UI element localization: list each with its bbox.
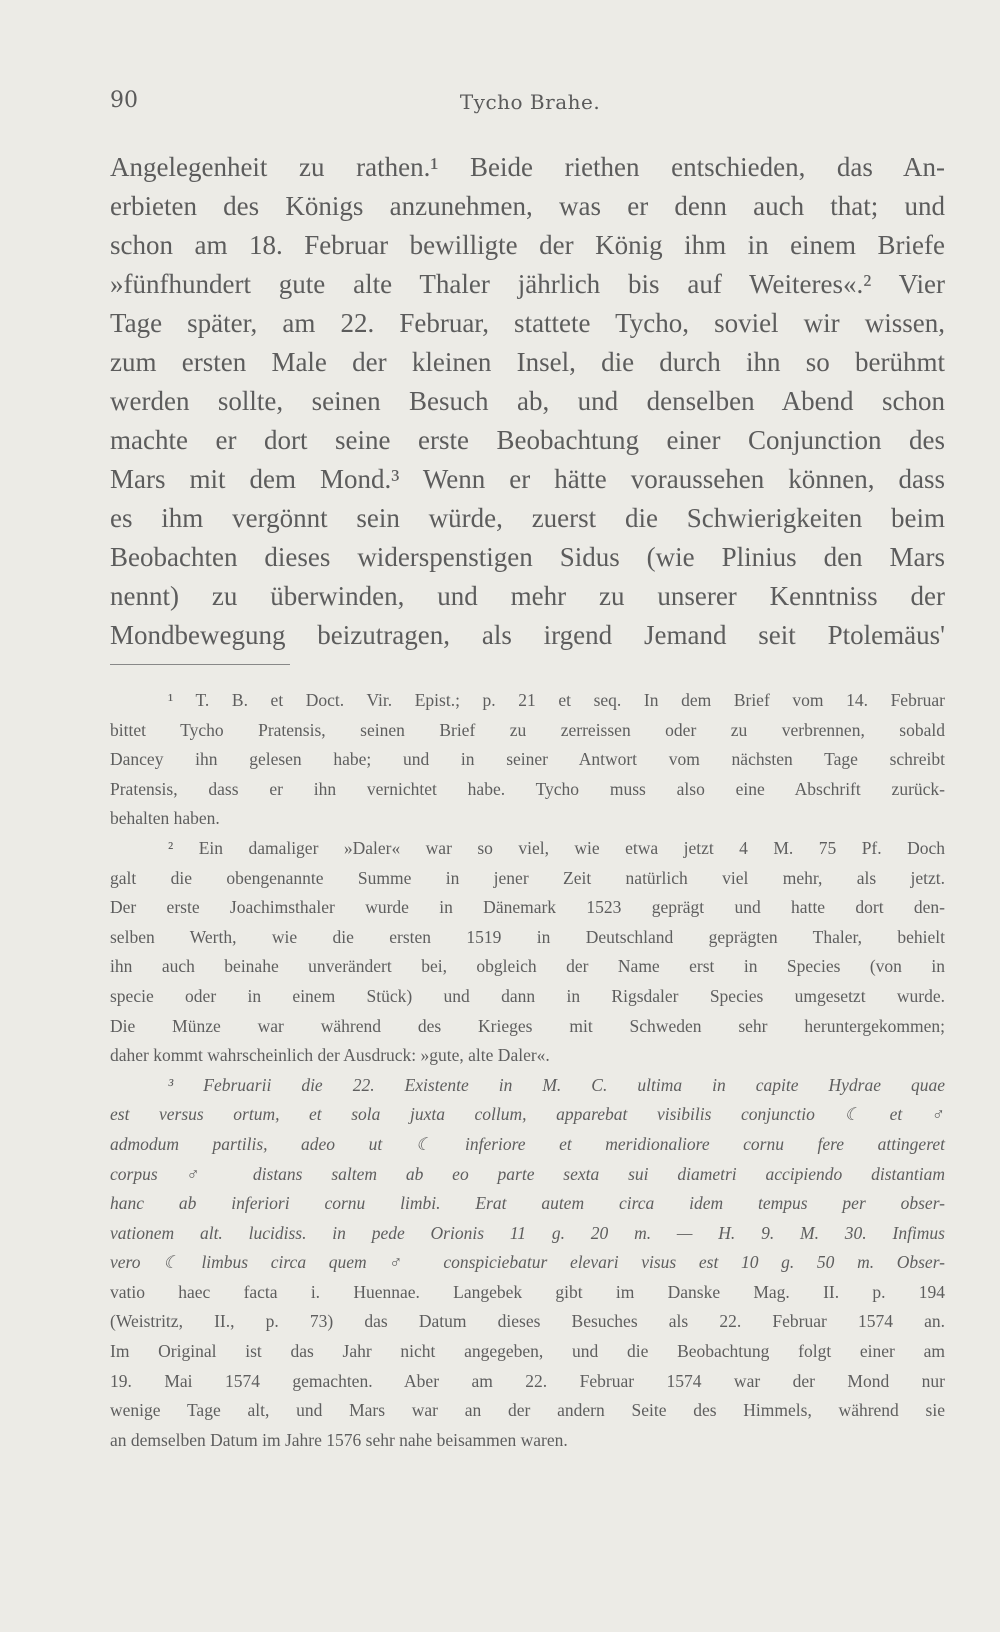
footnote-line: vatio haec facta i. Huennae. Langebek gibt im Danske Mag. II. p. 194 bbox=[110, 1281, 945, 1302]
text-line: zum ersten Male der kleinen Insel, die durch ihn so berühmt bbox=[110, 347, 945, 377]
text-line: nennt) zu überwinden, und mehr zu unserer Kenntniss der bbox=[110, 581, 945, 611]
footnote-rule bbox=[110, 664, 290, 665]
footnote-line: daher kommt wahrscheinlich der Ausdruck: »gute, alte Daler«. bbox=[110, 1045, 550, 1066]
text-line: »fünfhundert gute alte Thaler jährlich bis auf Weiteres«.² Vier bbox=[110, 269, 945, 299]
text-line: schon am 18. Februar bewilligte der König ihm in einem Briefe bbox=[110, 230, 945, 260]
footnote-line: wenige Tage alt, und Mars war an der andern Seite des Himmels, während sie bbox=[110, 1400, 945, 1421]
footnote-line: hanc ab inferiori cornu limbi. Erat autem circa idem tempus per obser- bbox=[110, 1193, 945, 1214]
footnote-line: ihn auch beinahe unverändert bei, obgleich der Name erst in Species (von in bbox=[110, 956, 945, 977]
footnote-line: galt die obengenannte Summe in jener Zeit natürlich viel mehr, als jetzt. bbox=[110, 867, 945, 888]
running-title: Tycho Brahe. bbox=[459, 90, 601, 114]
footnote-line: vationem alt. lucidiss. in pede Orionis 11 g. 20 m. — H. 9. M. 30. Infimus bbox=[110, 1222, 945, 1243]
text-line: Mondbewegung beizutragen, als irgend Jemand seit Ptolemäus' bbox=[110, 620, 945, 650]
footnote-line: ¹ T. B. et Doct. Vir. Epist.; p. 21 et seq. In dem Brief vom 14. Februar bbox=[168, 690, 945, 710]
footnote-line: an demselben Datum im Jahre 1576 sehr nahe beisammen waren. bbox=[110, 1429, 568, 1450]
footnote-line: bittet Tycho Pratensis, seinen Brief zu zerreissen oder zu verbrennen, sobald bbox=[110, 719, 945, 740]
footnote-line: ³ Februarii die 22. Existente in M. C. ultima in capite Hydrae quae bbox=[168, 1074, 945, 1095]
footnote-line: Im Original ist das Jahr nicht angegeben, und die Beobachtung folgt einer am bbox=[110, 1341, 945, 1362]
text-line: werden sollte, seinen Besuch ab, und denselben Abend schon bbox=[110, 386, 945, 416]
text-line: Angelegenheit zu rathen.¹ Beide riethen entschieden, das An- bbox=[110, 152, 945, 182]
footnote-line: (Weistritz, II., p. 73) das Datum dieses Besuches als 22. Februar 1574 an. bbox=[110, 1311, 945, 1332]
footnote-line: corpus ♂ distans saltem ab eo parte sexta sui diametri accipiendo distantiam bbox=[110, 1163, 945, 1184]
footnote-line: est versus ortum, et sola juxta collum, apparebat visibilis conjunctio ☾ et ♂ bbox=[110, 1104, 945, 1125]
footnote-line: Dancey ihn gelesen habe; und in seiner Antwort vom nächsten Tage schreibt bbox=[110, 749, 945, 770]
text-line: erbieten des Königs anzunehmen, was er denn auch that; und bbox=[110, 191, 945, 221]
footnote-line: ² Ein damaliger »Daler« war so viel, wie etwa jetzt 4 M. 75 Pf. Doch bbox=[168, 837, 945, 858]
text-line: Mars mit dem Mond.³ Wenn er hätte voraussehen können, dass bbox=[110, 464, 945, 494]
text-line: Tage später, am 22. Februar, stattete Tycho, soviel wir wissen, bbox=[110, 308, 945, 338]
footnote-line: specie oder in einem Stück) und dann in Rigsdaler Species umgesetzt wurde. bbox=[110, 985, 945, 1006]
footnote-line: Der erste Joachimsthaler wurde in Dänemark 1523 geprägt und hatte dort den- bbox=[110, 897, 945, 918]
footnote-line: behalten haben. bbox=[110, 808, 220, 829]
footnote-line: selben Werth, wie die ersten 1519 in Deutschland geprägten Thaler, behielt bbox=[110, 926, 945, 947]
footnote-line: vero ☾ limbus circa quem ♂ conspiciebatur elevari visus est 10 g. 50 m. Obser- bbox=[110, 1252, 945, 1273]
page-number: 90 bbox=[110, 88, 138, 113]
footnote-line: Die Münze war während des Krieges mit Schweden sehr heruntergekommen; bbox=[110, 1015, 945, 1036]
footnote-line: Pratensis, dass er ihn vernichtet habe. Tycho muss also eine Abschrift zurück- bbox=[110, 778, 945, 799]
main-text bbox=[110, 148, 945, 655]
page-header bbox=[110, 88, 950, 118]
text-line: Beobachten dieses widerspenstigen Sidus (wie Plinius den Mars bbox=[110, 542, 945, 572]
footnote-line: admodum partilis, adeo ut ☾ inferiore et meridionaliore cornu fere attingeret bbox=[110, 1133, 945, 1154]
footnote-line: 19. Mai 1574 gemachten. Aber am 22. Februar 1574 war der Mond nur bbox=[110, 1370, 945, 1391]
text-line: machte er dort seine erste Beobachtung einer Conjunction des bbox=[110, 425, 945, 455]
text-line: es ihm vergönnt sein würde, zuerst die Schwierigkeiten beim bbox=[110, 503, 945, 533]
footnotes bbox=[110, 686, 945, 1455]
